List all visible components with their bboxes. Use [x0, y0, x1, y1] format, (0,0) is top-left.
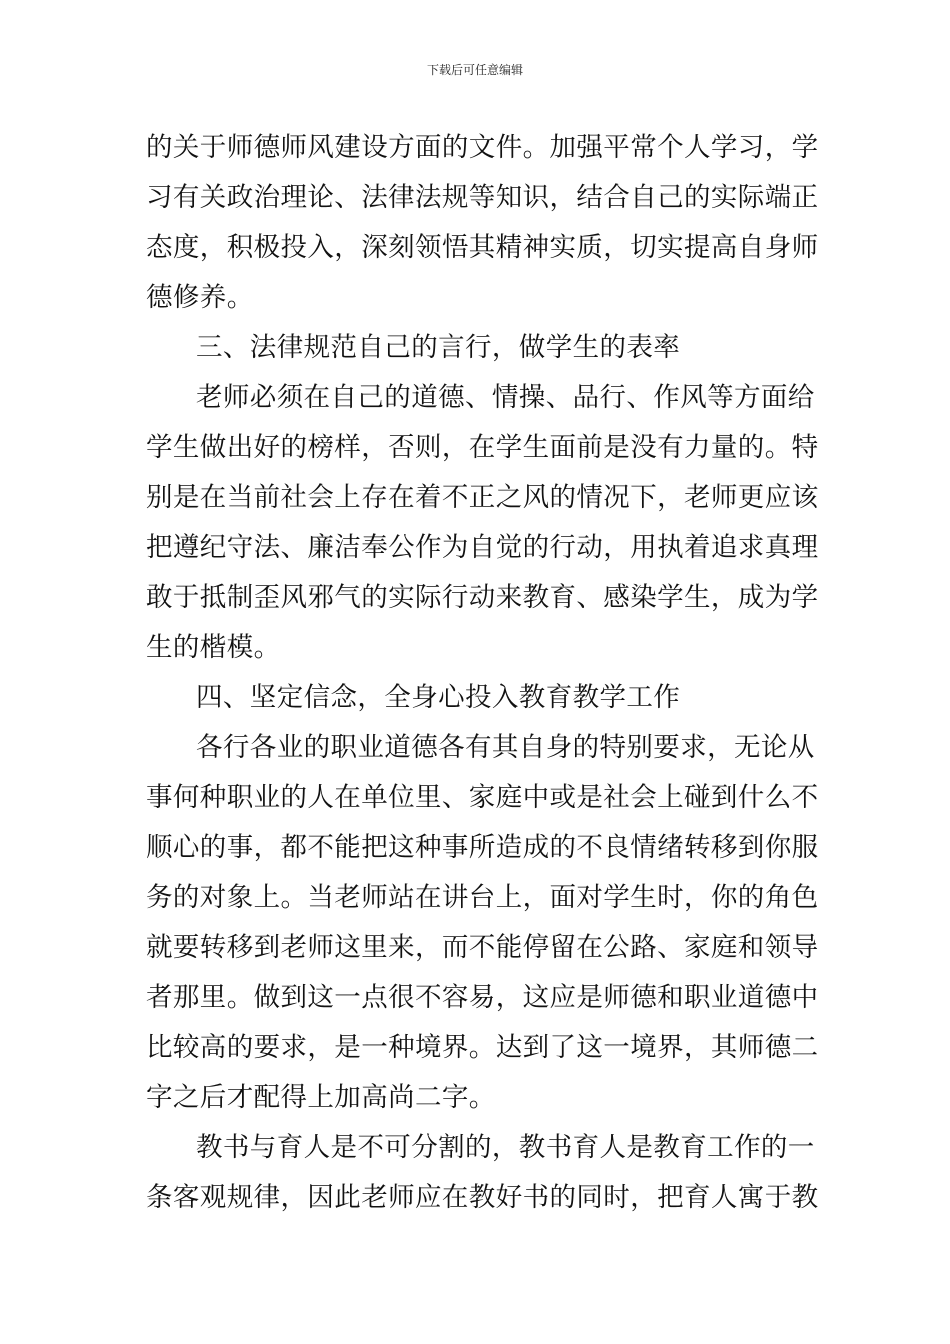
- text-line: 的关于师德师风建设方面的文件。加强平常个人学习，学: [146, 132, 819, 163]
- text-line: 习有关政治理论、法律法规等知识，结合自己的实际端正: [146, 182, 819, 213]
- text-line: 者那里。做到这一点很不容易，这应是师德和职业道德中: [146, 982, 819, 1013]
- text-line: 德修养。: [146, 282, 254, 313]
- page-header-note: 下载后可任意编辑: [426, 63, 523, 77]
- text-line: 敢于抵制歪风邪气的实际行动来教育、感染学生，成为学: [146, 582, 819, 613]
- text-line: 别是在当前社会上存在着不正之风的情况下，老师更应该: [146, 482, 819, 513]
- text-line: 比较高的要求，是一种境界。达到了这一境界，其师德二: [146, 1032, 819, 1063]
- text-line: 把遵纪守法、廉洁奉公作为自觉的行动，用执着追求真理: [146, 532, 819, 563]
- text-line: 学生做出好的榜样，否则，在学生面前是没有力量的。特: [146, 432, 819, 463]
- text-line: 生的楷模。: [146, 632, 281, 663]
- text-line: 条客观规律，因此老师应在教好书的同时，把育人寓于教: [146, 1182, 819, 1213]
- section-heading-4: 四、坚定信念，全身心投入教育教学工作: [196, 682, 681, 713]
- text-line: 顺心的事，都不能把这种事所造成的不良情绪转移到你服: [146, 832, 819, 863]
- text-line: 老师必须在自己的道德、情操、品行、作风等方面给: [196, 382, 815, 413]
- text-line: 教书与育人是不可分割的，教书育人是教育工作的一: [196, 1132, 815, 1163]
- section-heading-3: 三、法律规范自己的言行，做学生的表率: [196, 332, 681, 363]
- text-line: 各行各业的职业道德各有其自身的特别要求，无论从: [196, 732, 815, 763]
- text-line: 字之后才配得上加高尚二字。: [146, 1082, 496, 1113]
- text-line: 务的对象上。当老师站在讲台上，面对学生时，你的角色: [146, 882, 819, 913]
- text-line: 就要转移到老师这里来，而不能停留在公路、家庭和领导: [146, 932, 819, 963]
- text-line: 事何种职业的人在单位里、家庭中或是社会上碰到什么不: [146, 782, 819, 813]
- text-line: 态度，积极投入，深刻领悟其精神实质，切实提高自身师: [146, 232, 819, 263]
